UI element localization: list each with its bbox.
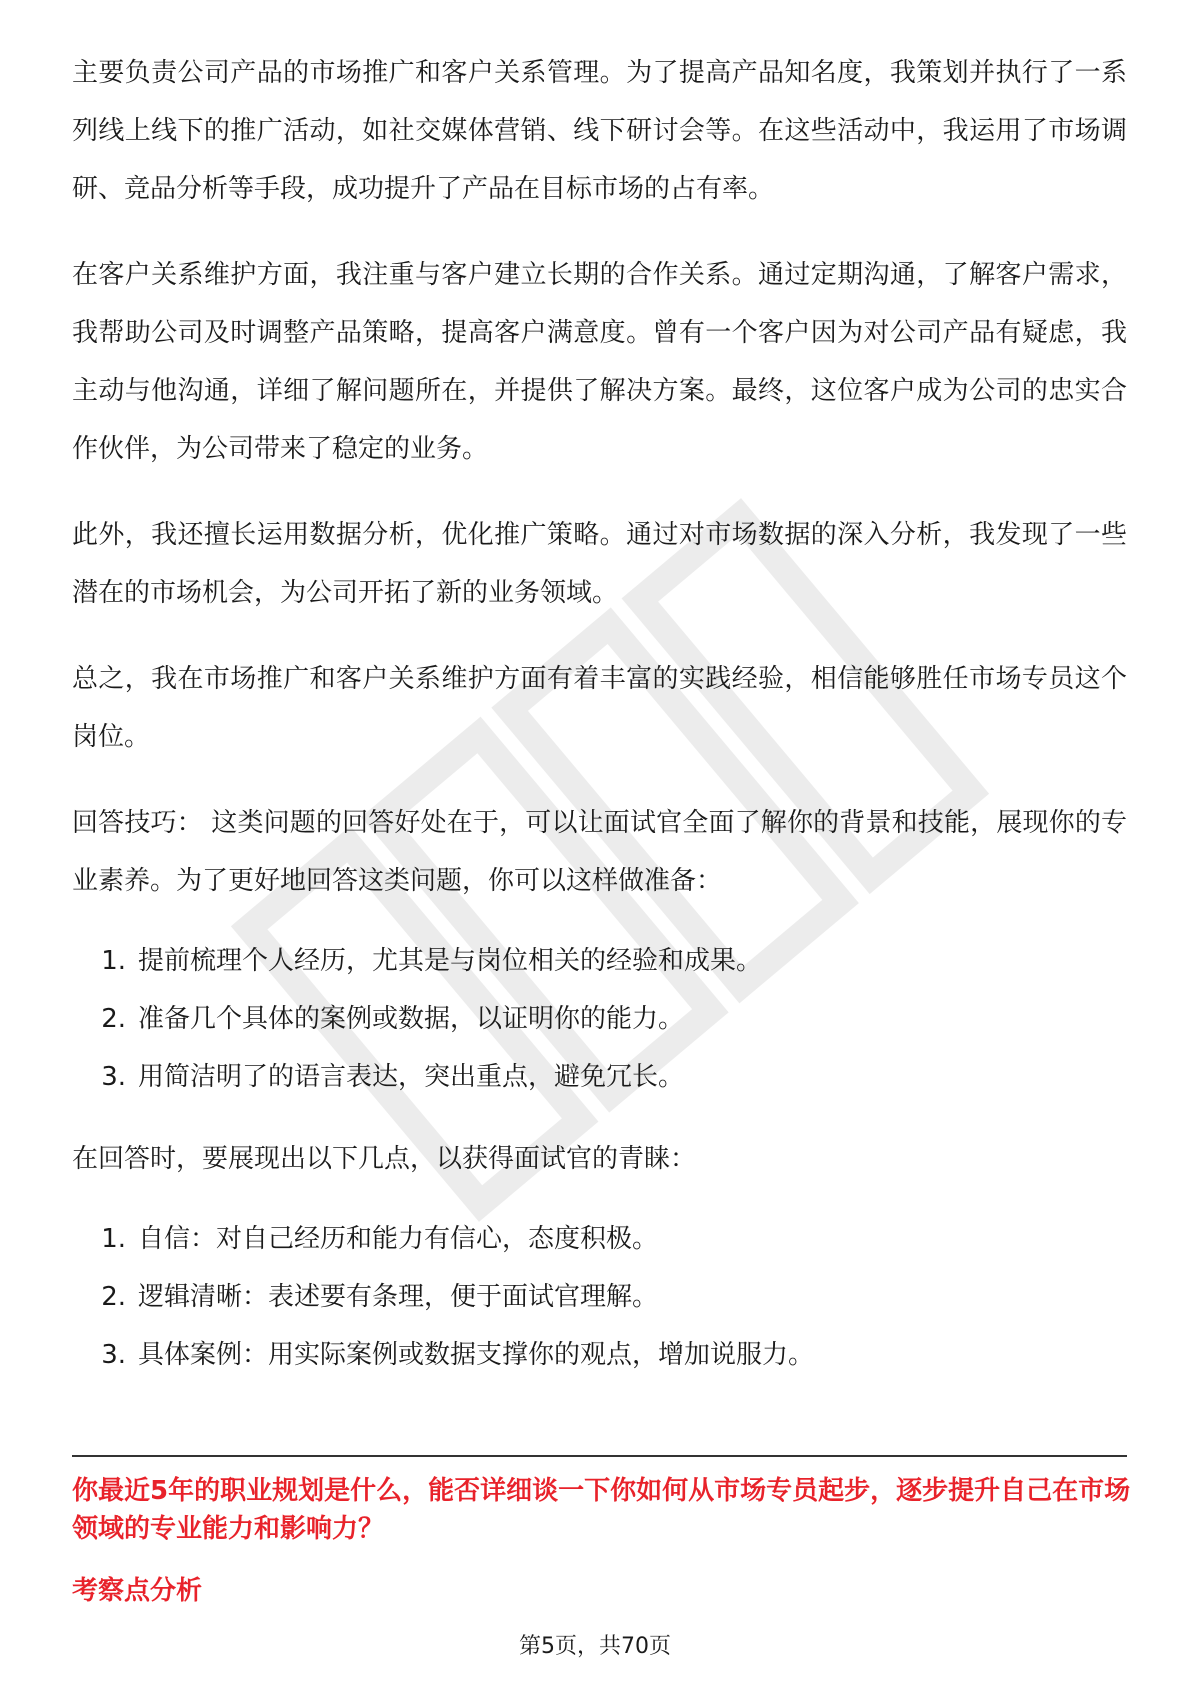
document-body <box>72 44 1127 1408</box>
list-text: 提前梳理个人经历，尤其是与岗位相关的经验和成果。 <box>138 946 763 976</box>
list-item <box>72 990 1127 1048</box>
section-heading: 考察点分析 <box>72 1576 203 1606</box>
list-number: 3. <box>101 1340 126 1370</box>
paragraph-client-relations: 在客户关系维护方面，我注重与客户建立长期的合作关系。通过定期沟通，了解客户需求，我帮助公司及时调整产品策略，提高客户满意度。曾有一个客户因为对公司产品有疑虑，我主动与他沟通，详细了解问题所在，并提供了解决方案。最终，这位客户成为公司的忠实合作伙伴，为公司带来了稳定的业务。 <box>72 260 1127 464</box>
list-text: 逻辑清晰：表述要有条理，便于面试官理解。 <box>138 1282 659 1312</box>
paragraph-marketing-duties: 主要负责公司产品的市场推广和客户关系管理。为了提高产品知名度，我策划并执行了一系列线上线下的推广活动，如社交媒体营销、线下研讨会等。在这些活动中，我运用了市场调研、竞品分析等手段，成功提升了产品在目标市场的占有率。 <box>72 58 1127 204</box>
list-text: 用简洁明了的语言表达，突出重点，避免冗长。 <box>138 1062 685 1092</box>
list-text: 准备几个具体的案例或数据，以证明你的能力。 <box>138 1004 685 1034</box>
list-item <box>72 1326 1127 1384</box>
paragraph-answer-intro: 在回答时，要展现出以下几点，以获得面试官的青睐： <box>72 1144 697 1174</box>
list-text: 自信：对自己经历和能力有信心，态度积极。 <box>138 1224 659 1254</box>
paragraph-data-analysis: 此外，我还擅长运用数据分析，优化推广策略。通过对市场数据的深入分析，我发现了一些潜在的市场机会，为公司开拓了新的业务领域。 <box>72 520 1127 608</box>
section-divider <box>72 1455 1127 1457</box>
list-number: 1. <box>101 946 126 976</box>
list-item <box>72 1048 1127 1106</box>
list-number: 3. <box>101 1062 126 1092</box>
paragraph-summary: 总之，我在市场推广和客户关系维护方面有着丰富的实践经验，相信能够胜任市场专员这个岗位。 <box>72 664 1127 752</box>
list-item <box>72 1268 1127 1326</box>
list-item <box>72 1210 1127 1268</box>
list-number: 1. <box>101 1224 126 1254</box>
points-list <box>72 1210 1127 1384</box>
page-footer: 第5页，共70页 <box>519 1634 671 1659</box>
list-number: 2. <box>101 1004 126 1034</box>
list-item <box>72 932 1127 990</box>
list-number: 2. <box>101 1282 126 1312</box>
paragraph-answer-tips: 回答技巧： 这类问题的回答好处在于，可以让面试官全面了解你的背景和技能，展现你的专业素养。为了更好地回答这类问题，你可以这样做准备： <box>72 808 1127 896</box>
prep-list <box>72 932 1127 1106</box>
next-question-heading: 你最近5年的职业规划是什么，能否详细谈一下你如何从市场专员起步，逐步提升自己在市场领域的专业能力和影响力？ <box>72 1476 1131 1544</box>
list-text: 具体案例：用实际案例或数据支撑你的观点，增加说服力。 <box>138 1340 815 1370</box>
